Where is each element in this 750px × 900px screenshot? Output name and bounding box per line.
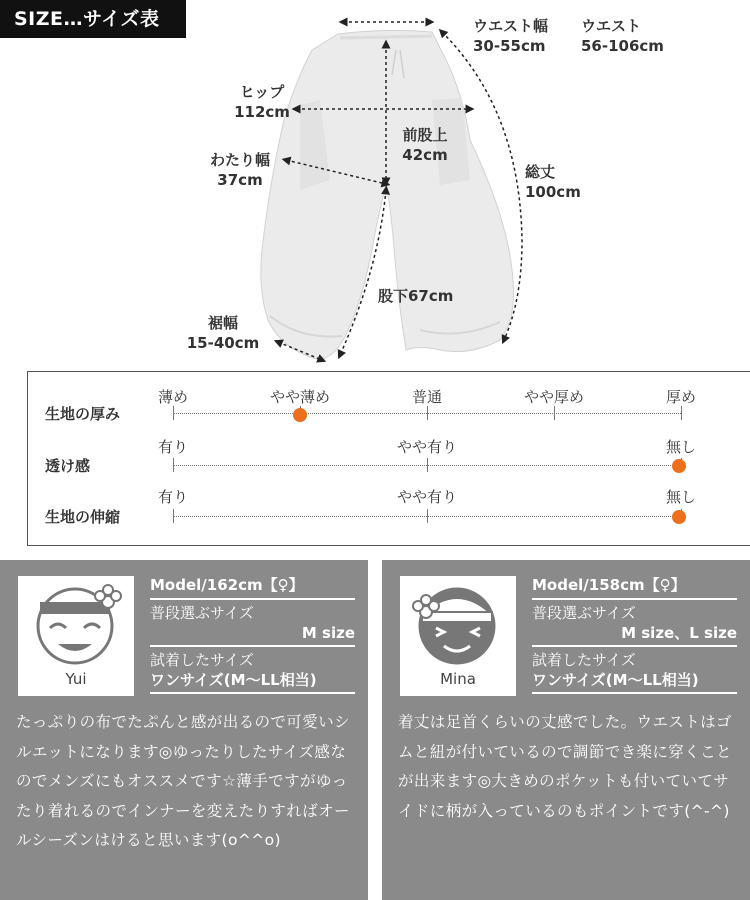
divider <box>532 692 737 694</box>
stretch-tick <box>173 509 174 523</box>
fabric-properties-box <box>27 371 750 546</box>
hem-label: 裾幅 <box>207 314 238 332</box>
tried-size-label: 試着したサイズ <box>150 651 254 669</box>
thickness-tick <box>554 406 555 420</box>
thickness-option-thick: 厚め <box>665 388 697 406</box>
usual-size-value: M size、L size <box>621 624 737 642</box>
stretch-selected-marker <box>672 510 686 524</box>
avatar-yui <box>18 576 134 696</box>
waist-label: ウエスト <box>581 17 642 35</box>
thickness-option-normal: 普通 <box>411 388 443 406</box>
stretch-label: 生地の伸縮 <box>45 508 121 526</box>
stretch-option-yes: 有り <box>157 488 189 506</box>
usual-size-label: 普段選ぶサイズ <box>150 604 254 622</box>
transparency-tick <box>173 458 174 472</box>
avatar-mina <box>400 576 516 696</box>
model-comment: たっぷりの布でたぷんと感が出るので可愛いシルエットになります◎ゆったりしたサイズ感なのでメンズにもオススメです☆薄手ですがゆったり着れるのでインナーを変えたりすればオールシーズンはけると思います(o^^o) <box>16 713 350 849</box>
model-height-title: Model/162cm【♀】 <box>150 576 304 594</box>
rise-value: 42cm <box>402 146 448 164</box>
model-info <box>150 574 355 697</box>
thickness-tick <box>173 406 174 420</box>
size-chart <box>0 0 750 365</box>
inseam-value: 股下67cm <box>378 287 454 305</box>
model-info <box>532 574 737 697</box>
rise-label: 前股上 <box>402 126 448 144</box>
model-name: Mina <box>440 670 476 688</box>
length-value: 100cm <box>525 183 581 201</box>
waist-width-label: ウエスト幅 <box>473 17 549 35</box>
stretch-option-slightly: やや有り <box>396 488 458 506</box>
thickness-option-slightly-thick: やや厚め <box>523 388 585 406</box>
divider <box>532 645 737 647</box>
transparency-label: 透け感 <box>45 457 91 475</box>
thickness-tick <box>427 406 428 420</box>
length-label: 総丈 <box>525 163 556 181</box>
stretch-tick <box>427 509 428 523</box>
model-height-title: Model/158cm【♀】 <box>532 576 686 594</box>
tried-size-label: 試着したサイズ <box>532 651 636 669</box>
model-name: Yui <box>65 670 87 688</box>
usual-size-label: 普段選ぶサイズ <box>532 604 636 622</box>
model-comment: 着丈は足首くらいの丈感でした。ウエストはゴムと紐が付いているので調節でき楽に穿くことが出来ます◎大きめのポケットも付いていてサイドに柄が入っているのもポイントです(^-^) <box>398 713 732 820</box>
thickness-selected-marker <box>293 408 307 422</box>
tried-size-value: ワンサイズ(M〜LL相当) <box>150 671 317 689</box>
usual-size-value: M size <box>301 624 355 642</box>
thigh-label: わたり幅 <box>209 151 270 169</box>
divider <box>150 598 355 600</box>
model-panel-yui <box>0 560 368 900</box>
thickness-tick <box>681 406 682 420</box>
divider <box>150 692 355 694</box>
transparency-option-yes: 有り <box>157 438 189 456</box>
hem-value: 15-40cm <box>186 334 260 352</box>
thigh-value: 37cm <box>217 171 263 189</box>
divider <box>532 598 737 600</box>
model-panel-mina <box>382 560 750 900</box>
pants-illustration <box>261 30 514 360</box>
hip-value: 112cm <box>234 103 290 121</box>
thickness-label: 生地の厚み <box>45 405 121 423</box>
thickness-option-slightly-thin: やや薄め <box>269 388 331 406</box>
transparency-selected-marker <box>672 459 686 473</box>
waist-value: 56-106cm <box>581 37 664 55</box>
tried-size-value: ワンサイズ(M〜LL相当) <box>532 671 699 689</box>
transparency-option-slightly: やや有り <box>396 438 458 456</box>
transparency-option-none: 無し <box>665 438 697 456</box>
hip-label: ヒップ <box>239 83 285 101</box>
transparency-tick <box>427 458 428 472</box>
size-chart-title: SIZE…サイズ表 <box>0 0 186 38</box>
waist-width-value: 30-55cm <box>473 37 546 55</box>
thickness-option-thin: 薄め <box>157 388 189 406</box>
divider <box>150 645 355 647</box>
stretch-option-none: 無し <box>665 488 697 506</box>
